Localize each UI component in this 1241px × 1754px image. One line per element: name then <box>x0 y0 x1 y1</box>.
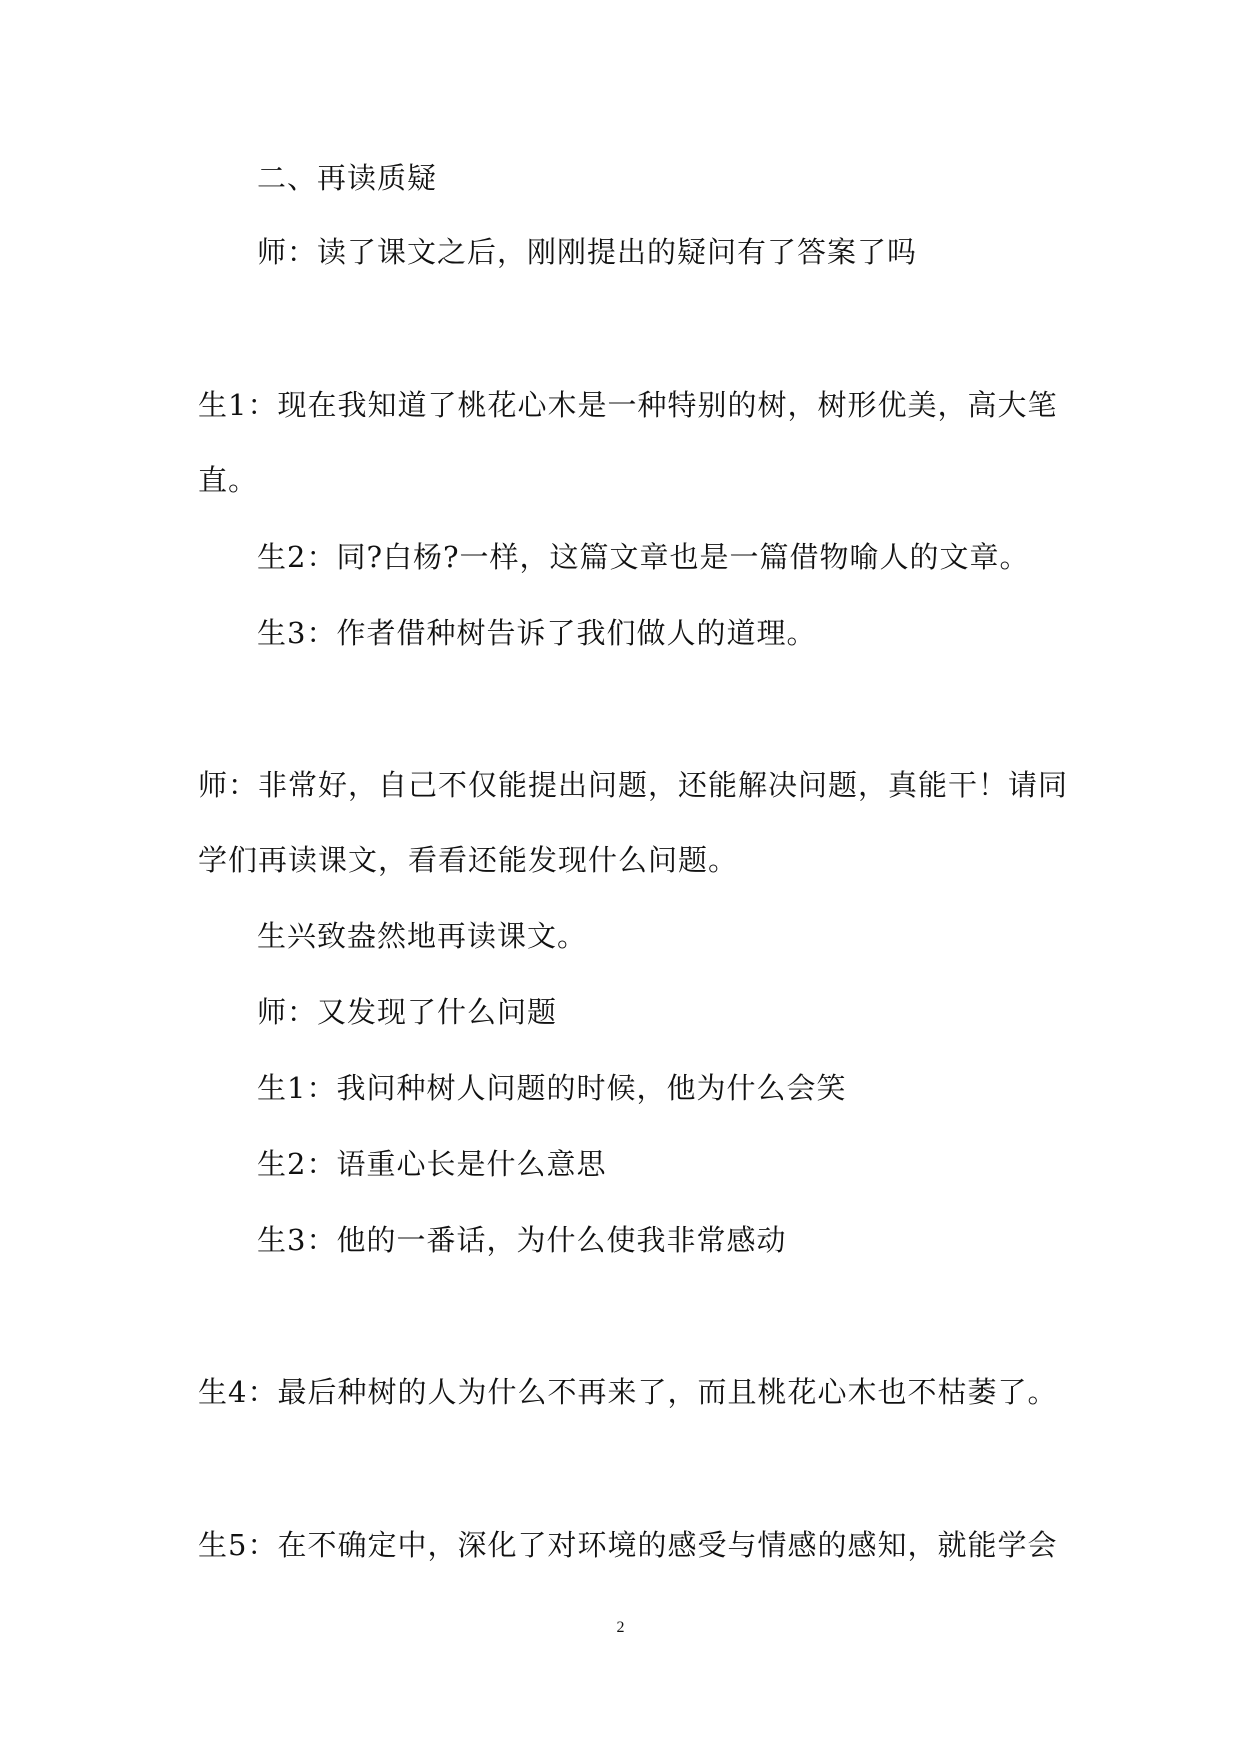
section-heading: 二、再读质疑 <box>257 161 438 195</box>
paragraph-line: 生1：现在我知道了桃花心木是一种特别的树，树形优美，高大笔 <box>198 388 1058 422</box>
paragraph-line: 生兴致盎然地再读课文。 <box>257 919 588 953</box>
paragraph-line: 师：读了课文之后，刚刚提出的疑问有了答案了吗 <box>257 235 918 269</box>
paragraph-line: 生5：在不确定中，深化了对环境的感受与情感的感知，就能学会 <box>198 1528 1058 1562</box>
paragraph-line: 生3：作者借种树告诉了我们做人的道理。 <box>257 616 817 650</box>
page-number: 2 <box>616 1619 625 1636</box>
paragraph-line: 生3：他的一番话，为什么使我非常感动 <box>257 1223 787 1257</box>
paragraph-line: 学们再读课文，看看还能发现什么问题。 <box>198 843 739 877</box>
paragraph-line: 生4：最后种树的人为什么不再来了，而且桃花心木也不枯萎了。 <box>198 1375 1058 1409</box>
paragraph-line: 师：非常好，自己不仅能提出问题，还能解决问题，真能干！请同 <box>198 768 1069 802</box>
paragraph-line: 师：又发现了什么问题 <box>257 995 558 1029</box>
paragraph-line: 生2：同?白杨?一样，这篇文章也是一篇借物喻人的文章。 <box>257 540 1030 574</box>
paragraph-line: 直。 <box>198 463 259 497</box>
paragraph-line: 生2：语重心长是什么意思 <box>257 1147 607 1181</box>
paragraph-line: 生1：我问种树人问题的时候，他为什么会笑 <box>257 1071 847 1105</box>
